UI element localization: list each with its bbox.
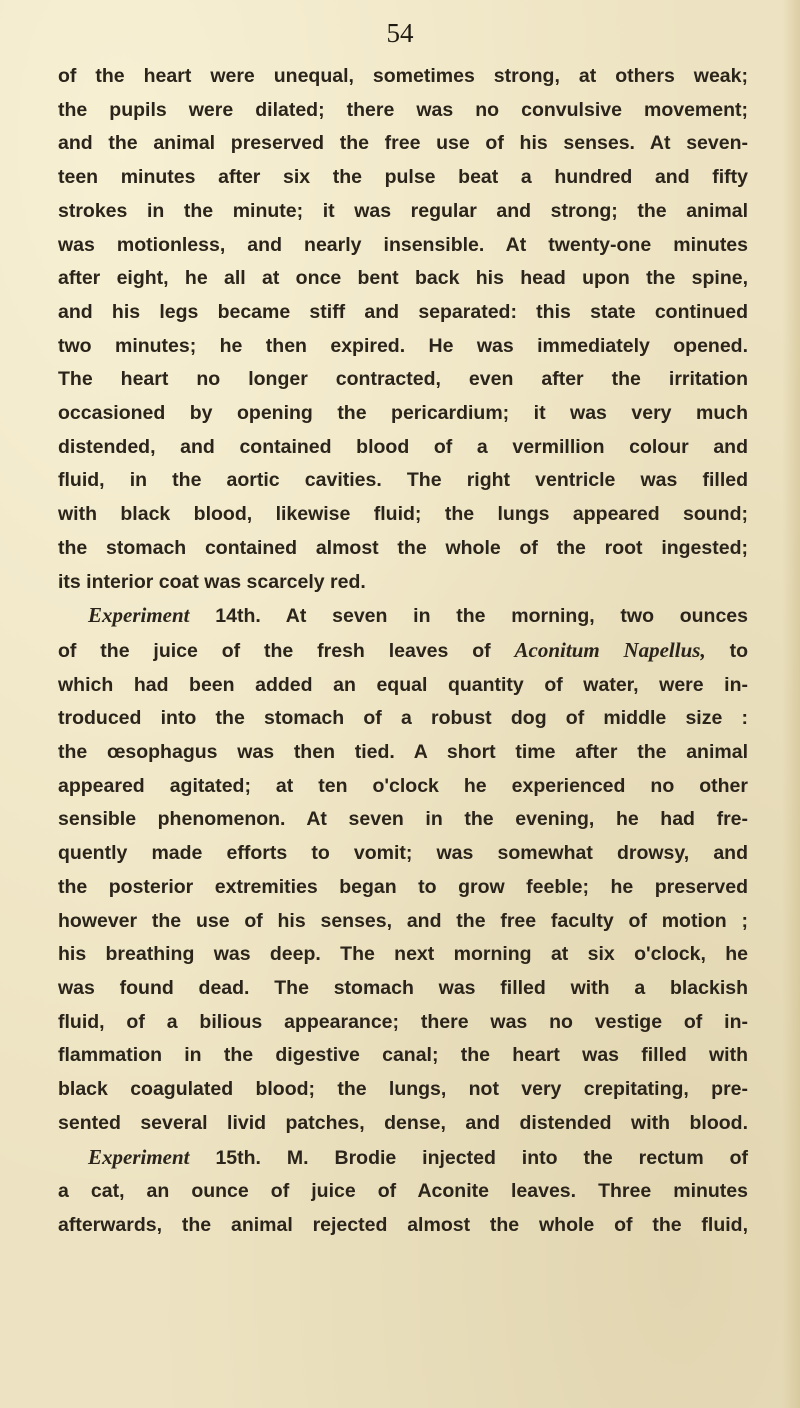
text-segment: quently made efforts to vomit; was somewhat drowsy, and <box>58 842 748 865</box>
text-segment: occasioned by opening the pericardium; it was very much <box>58 402 748 425</box>
text-segment: 14th. At seven in the morning, two ounces <box>189 605 748 628</box>
text-segment: the stomach contained almost the whole of the root ingested; <box>58 536 748 559</box>
text-segment: and his legs became stiff and separated: this state continued <box>58 300 748 323</box>
text-line <box>58 599 748 634</box>
text-segment: and the animal preserved the free use of his senses. At seven- <box>58 132 748 155</box>
text-segment: the posterior extremities began to grow feeble; he preserved <box>58 875 748 898</box>
text-segment: the pupils were dilated; there was no convulsive movement; <box>58 98 748 121</box>
text-line <box>58 972 748 1006</box>
text-segment: of the juice of the fresh leaves of <box>58 639 515 662</box>
text-line <box>58 1039 748 1073</box>
text-segment: flammation in the digestive canal; the heart was filled with <box>58 1044 748 1067</box>
text-line <box>58 1073 748 1107</box>
text-line <box>58 634 748 669</box>
text-segment: after eight, he all at once bent back his head upon the spine, <box>58 267 748 290</box>
text-line <box>58 1107 748 1141</box>
text-line <box>58 905 748 939</box>
italic-text: Experiment <box>88 603 190 628</box>
text-line <box>58 464 748 498</box>
text-segment: which had been added an equal quantity of water, were in- <box>58 673 748 696</box>
text-segment: a cat, an ounce of juice of Aconite leaves. Three minutes <box>58 1180 748 1203</box>
text-segment: The heart no longer contracted, even after the irritation <box>58 368 748 391</box>
text-segment: sensible phenomenon. At seven in the evening, he had fre- <box>58 808 748 831</box>
italic-text: Aconitum Napellus, <box>514 637 706 662</box>
text-segment: troduced into the stomach of a robust dog of middle size : <box>58 707 748 730</box>
text-segment: the œsophagus was then tied. A short time after the animal <box>58 741 748 764</box>
text-segment: strokes in the minute; it was regular and strong; the animal <box>58 199 748 222</box>
text-line <box>58 1175 748 1209</box>
text-segment: its interior coat was scarcely red. <box>58 570 366 593</box>
text-line <box>58 1006 748 1040</box>
text-segment: fluid, in the aortic cavities. The right ventricle was filled <box>58 469 748 492</box>
text-segment: black coagulated blood; the lungs, not very crepitating, pre- <box>58 1078 748 1101</box>
text-line <box>58 1141 748 1176</box>
text-line <box>58 566 748 600</box>
text-line <box>58 127 748 161</box>
text-segment: was found dead. The stomach was filled with a blackish <box>58 976 748 999</box>
text-line <box>58 938 748 972</box>
text-segment: appeared agitated; at ten o'clock he experienced no other <box>58 774 748 797</box>
text-segment: with black blood, likewise fluid; the lungs appeared sound; <box>58 503 748 526</box>
text-line <box>58 702 748 736</box>
text-line <box>58 1209 748 1243</box>
text-line <box>58 871 748 905</box>
text-segment: however the use of his senses, and the free faculty of motion ; <box>58 909 748 932</box>
page-edge-shadow <box>782 0 800 1408</box>
text-line <box>58 770 748 804</box>
text-segment: was motionless, and nearly insensible. At twenty-one minutes <box>58 233 748 256</box>
text-line <box>58 498 748 532</box>
text-segment: fluid, of a bilious appearance; there was no vestige of in- <box>58 1010 748 1033</box>
text-line <box>58 532 748 566</box>
text-line <box>58 803 748 837</box>
text-line <box>58 94 748 128</box>
text-segment: to <box>705 639 749 662</box>
text-line <box>58 330 748 364</box>
text-segment: sented several livid patches, dense, and distended with blood. <box>58 1111 748 1134</box>
text-segment: his breathing was deep. The next morning at six o'clock, he <box>58 943 748 966</box>
text-line <box>58 262 748 296</box>
page-number: 54 <box>386 18 414 48</box>
text-line <box>58 161 748 195</box>
text-segment: distended, and contained blood of a vermillion colour and <box>58 435 748 458</box>
text-segment: afterwards, the animal rejected almost the whole of the fluid, <box>58 1213 748 1236</box>
text-segment: of the heart were unequal, sometimes strong, at others weak; <box>58 65 748 87</box>
text-line <box>58 837 748 871</box>
text-segment: teen minutes after six the pulse beat a hundred and fifty <box>58 166 748 189</box>
text-line <box>58 397 748 431</box>
body-text <box>58 60 748 1243</box>
text-line <box>58 736 748 770</box>
text-line <box>58 229 748 263</box>
text-segment: 15th. M. Brodie injected into the rectum of <box>189 1146 748 1169</box>
text-line <box>58 195 748 229</box>
italic-text: Experiment <box>88 1144 190 1169</box>
text-line <box>58 60 748 94</box>
text-line <box>58 296 748 330</box>
text-line <box>58 431 748 465</box>
text-line <box>58 669 748 703</box>
text-line <box>58 363 748 397</box>
text-segment: two minutes; he then expired. He was immediately opened. <box>58 334 748 357</box>
